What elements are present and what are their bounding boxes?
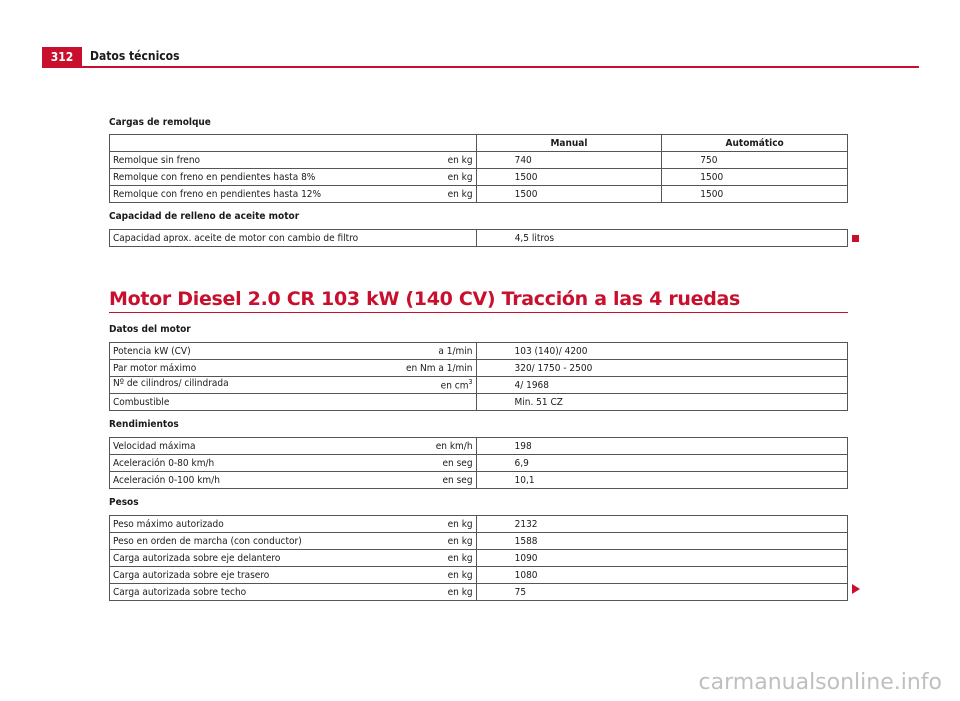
- row-name: Aceleración 0-100 km/h: [113, 474, 220, 486]
- row-name: Potencia kW (CV): [113, 345, 191, 357]
- weights-table: [109, 515, 848, 601]
- row-value: 198: [476, 438, 847, 455]
- oil-section-label: Capacidad de relleno de aceite motor: [109, 211, 300, 222]
- red-square-icon: [852, 235, 859, 242]
- table-row: [110, 516, 848, 533]
- table-row: [110, 343, 848, 360]
- row-unit: en kg: [447, 188, 473, 200]
- row-label: [110, 550, 477, 567]
- row-label: [110, 343, 477, 360]
- row-unit: en kg: [447, 535, 473, 547]
- trailer-table: [109, 134, 848, 203]
- table-row: [110, 152, 848, 169]
- row-label: [110, 186, 477, 203]
- row-name: Carga autorizada sobre eje trasero: [113, 569, 270, 581]
- row-value: 1090: [476, 550, 847, 567]
- column-header-automatic: Automático: [662, 135, 848, 152]
- automatic-value: 1500: [662, 169, 848, 186]
- table-row: [110, 360, 848, 377]
- manual-value: 1500: [476, 169, 662, 186]
- row-label: [110, 152, 477, 169]
- row-value: 4,5 litros: [476, 230, 847, 247]
- table-header-blank: [110, 135, 477, 152]
- chapter-rule: [109, 312, 848, 313]
- chapter-title: Motor Diesel 2.0 CR 103 kW (140 CV) Tracción a las 4 ruedas: [109, 288, 741, 310]
- table-row: [110, 186, 848, 203]
- engine-section-label: Datos del motor: [109, 324, 191, 335]
- row-name: Carga autorizada sobre eje delantero: [113, 552, 281, 564]
- row-unit: a 1/min: [438, 345, 473, 357]
- row-name: Peso en orden de marcha (con conductor): [113, 535, 302, 547]
- page-number: 312: [42, 47, 82, 67]
- row-unit: [441, 378, 473, 391]
- table-row: [110, 472, 848, 489]
- row-unit: en kg: [447, 586, 473, 598]
- performance-section-label: Rendimientos: [109, 419, 179, 430]
- performance-table: [109, 437, 848, 489]
- weights-section-label: Pesos: [109, 497, 139, 508]
- row-name: Aceleración 0-80 km/h: [113, 457, 215, 469]
- table-row: [110, 230, 848, 247]
- automatic-value: 1500: [662, 186, 848, 203]
- trailer-section-label: Cargas de remolque: [109, 117, 211, 128]
- row-unit: en km/h: [435, 440, 473, 452]
- row-value: 4/ 1968: [476, 377, 848, 394]
- manual-value: 740: [476, 152, 662, 169]
- table-row: [110, 169, 848, 186]
- row-value: 320/ 1750 - 2500: [476, 360, 848, 377]
- row-label: [110, 360, 477, 377]
- row-name: Par motor máximo: [113, 362, 197, 374]
- table-row: [110, 533, 848, 550]
- row-value: 103 (140)/ 4200: [476, 343, 848, 360]
- table-row: [110, 394, 848, 411]
- row-value: 2132: [476, 516, 847, 533]
- table-row: [110, 438, 848, 455]
- row-name: Capacidad aprox. aceite de motor con cambio de filtro: [110, 230, 477, 247]
- row-unit: en kg: [447, 154, 473, 166]
- table-row: [110, 567, 848, 584]
- row-name: Remolque con freno en pendientes hasta 8%: [113, 171, 316, 183]
- row-label: [110, 394, 477, 411]
- row-label: [110, 455, 477, 472]
- watermark: carmanualsonline.info: [698, 670, 942, 695]
- row-name: Peso máximo autorizado: [113, 518, 224, 530]
- row-value: 1080: [476, 567, 847, 584]
- row-label: [110, 377, 477, 394]
- engine-table: [109, 342, 848, 411]
- column-header-manual: Manual: [476, 135, 662, 152]
- unit-superscript: 3: [468, 378, 473, 387]
- row-label: [110, 438, 477, 455]
- row-label: [110, 472, 477, 489]
- automatic-value: 750: [662, 152, 848, 169]
- oil-table: [109, 229, 848, 247]
- row-label: [110, 533, 477, 550]
- manual-value: 1500: [476, 186, 662, 203]
- row-value: 75: [476, 584, 847, 601]
- row-unit: en kg: [447, 552, 473, 564]
- row-name: Remolque con freno en pendientes hasta 12%: [113, 188, 322, 200]
- row-value: 1588: [476, 533, 847, 550]
- row-unit: en kg: [447, 569, 473, 581]
- row-label: [110, 584, 477, 601]
- row-label: [110, 516, 477, 533]
- row-name: Nº de cilindros/ cilindrada: [113, 378, 229, 390]
- row-value: 6,9: [476, 455, 847, 472]
- unit-text: en cm: [440, 380, 469, 392]
- table-row: [110, 550, 848, 567]
- row-name: Combustible: [113, 396, 170, 408]
- row-label: [110, 567, 477, 584]
- table-header-row: [110, 135, 848, 152]
- page-header-title: Datos técnicos: [90, 49, 180, 63]
- table-row: [110, 455, 848, 472]
- row-unit: en seg: [442, 457, 473, 469]
- row-label: [110, 169, 477, 186]
- red-arrow-right-icon: [852, 584, 860, 594]
- header-rule: [42, 66, 919, 68]
- table-row: [110, 377, 848, 394]
- row-unit: en seg: [442, 474, 473, 486]
- row-name: Remolque sin freno: [113, 154, 201, 166]
- row-value: Min. 51 CZ: [476, 394, 848, 411]
- table-row: [110, 584, 848, 601]
- row-value: 10,1: [476, 472, 847, 489]
- row-name: Velocidad máxima: [113, 440, 196, 452]
- row-name: Carga autorizada sobre techo: [113, 586, 247, 598]
- row-unit: en kg: [447, 518, 473, 530]
- row-unit: en Nm a 1/min: [405, 362, 473, 374]
- row-unit: en kg: [447, 171, 473, 183]
